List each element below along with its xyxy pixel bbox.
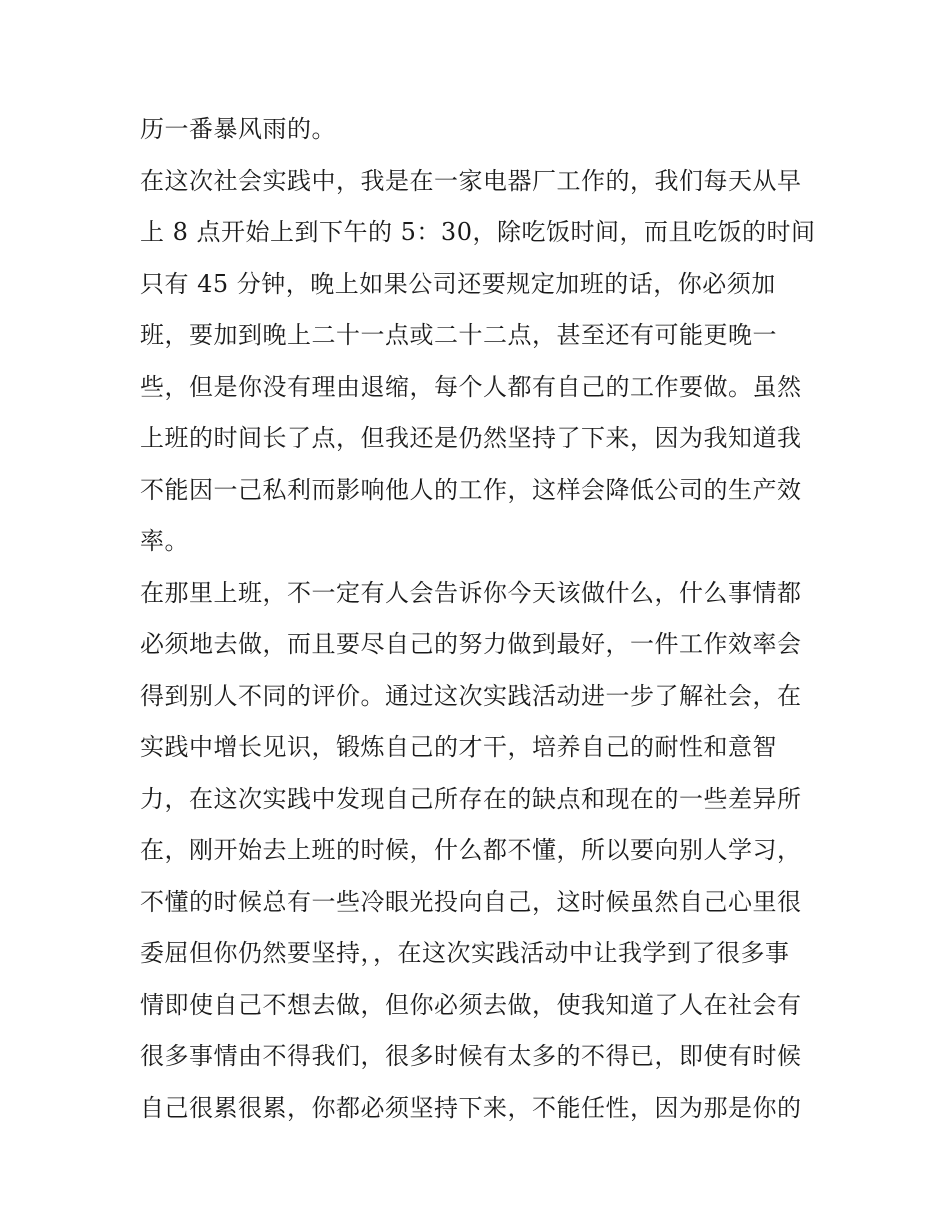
text-line: 班，要加到晚上二十一点或二十二点，甚至还有可能更晚一 — [140, 321, 777, 349]
text-line: 历一番暴风雨的。 — [140, 115, 336, 143]
text-line: 实践中增长见识，锻炼自己的才干，培养自己的耐性和意智 — [140, 733, 777, 761]
text-line: 很多事情由不得我们，很多时候有太多的不得已，即使有时候 — [140, 1042, 802, 1070]
text-line: 委屈但你仍然要坚持，，在这次实践活动中让我学到了很多事 — [140, 939, 790, 967]
text-line: 在，刚开始去上班的时候，什么都不懂，所以要向别人学习， — [140, 836, 802, 864]
text-line: 些，但是你没有理由退缩，每个人都有自己的工作要做。虽然 — [140, 372, 802, 401]
text-line: 只有 45 分钟，晚上如果公司还要规定加班的话，你必须加 — [140, 269, 776, 298]
text-line: 得到别人不同的评价。通过这次实践活动进一步了解社会，在 — [140, 681, 802, 710]
text-line: 率。 — [140, 527, 189, 555]
text-line: 在这次社会实践中，我是在一家电器厂工作的，我们每天从早 — [140, 166, 802, 195]
text-line: 不懂的时候总有一些冷眼光投向自己，这时候虽然自己心里很 — [140, 887, 802, 916]
text-line: 必须地去做，而且要尽自己的努力做到最好，一件工作效率会 — [140, 630, 802, 658]
text-line: 情即使自己不想去做，但你必须去做，使我知道了人在社会有 — [140, 990, 802, 1019]
text-line: 不能因一己私利而影响他人的工作，这样会降低公司的生产效 — [140, 475, 802, 504]
text-line: 自己很累很累，你都必须坚持下来，不能任性，因为那是你的 — [140, 1093, 802, 1122]
text-line: 力，在这次实践中发现自己所存在的缺点和现在的一些差异所 — [140, 784, 802, 813]
text-line: 上班的时间长了点，但我还是仍然坚持了下来，因为我知道我 — [140, 424, 802, 452]
text-line: 上 8 点开始上到下午的 5：30，除吃饭时间，而且吃饭的时间 — [140, 218, 816, 246]
text-line: 在那里上班，不一定有人会告诉你今天该做什么，什么事情都 — [140, 578, 802, 607]
body-text — [140, 104, 820, 1134]
